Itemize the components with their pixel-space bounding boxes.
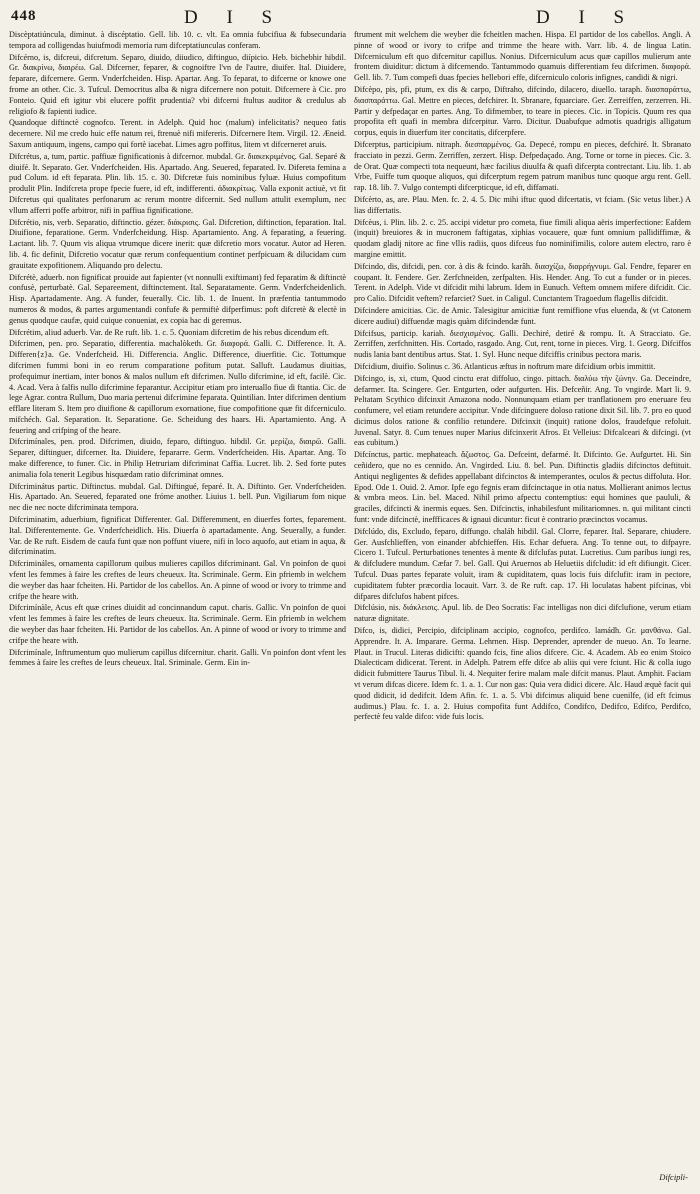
dictionary-entry: Difcrimen, pen. pro. Separatio, differentia. machalòketh. Gr. διαφορά. Galli. C. Difference. It. A. Differen{z}a. Ge. Vnderfcheid. Hi. Differencia. Anglic. Difference, diuerfitie. Cic. Tottumque difcrimen fummi boni in eo rerum comparatione pofitum putat. Salluft. Laudamus diuitias, profequimur inertiam, inter bonos & malos nullum eft difcrimen. Nullo difcrimine, id eft, facilè. Cic. 4. Acad. Vera à falfis nullo difcrimine feparantur. Accipitur etiam pro interuallo fiue di ftantia. Cic. de lege Agrar. contra Rullum, Duo maria pertenui difcrimine feparata. Quintilian. Inter difcrimen dentium efflare literam S. Item pro diuifione & capillorum exornatione, fiue compofitione quæ fit difcerniculo. mifchéch. Gal. Separation. It. Separatione. Ge. Scheidung des haars. Hi. Apartamiento. Ang. A feuering and crifping of the heare.: [9, 339, 346, 435]
dictionary-entry: Difcrétus, a, tum, partic. paffiuæ fignificationis à difcernor. mubdal. Gr. διακεκριμένος. Gal. Separé & diuifé. It. Separato. Ger. Vnderfcheiden. His. Apartado. Ang. Seuered, feparated. Iv. Difereta femina a pud Colum. id eft feparata. Plin. lib. 15. c. 30. Difcretæ fuis nominibus fyluæ. Huius compofitum produlit Plin. Indifcreta prope fpecie fuere, id eft, indifferenti. ἀδιακρίτως. Valla exponit actiuè, vt fit Difcretus qui qualitates perfonarum ac rerum montre difcernit. Sed nullum attulit exemplum, nec vllum afferri poffe arbitror, nifi in paffiua fignificatione.: [9, 151, 346, 215]
page-header: [9, 6, 691, 28]
text-columns: [9, 30, 691, 724]
right-column: [354, 30, 691, 724]
running-head-right: D I S: [536, 7, 637, 28]
dictionary-entry: Difcindo, dis, difcidi, pen. cor. à dis & fcindo. karâh. διασχίζω, διαρρήγνυμι. Gal. Fendre, feparer en coupant. It. Fendere. Ger. Zerfchneiden, zerfpalten. His. Hender. Ang. To cut a funder or in pieces. Terent. in Adelph. Vide vt difcidit mihi labrum. Idem in Eunuch. Veftem omnem mifere difcidit. Cic. pro Calio. Difcidit veftem? refarciet? Suet. in Caligul. Cunctantem Tragoedum flagellis difcidit.: [354, 261, 691, 304]
dictionary-entry: Difcriminátus partic. Diftinctus. mubdal. Gal. Diftingué, feparé. It. A. Diftinto. Ger. Vnderfcheiden. His. Apartado. An. Seuered, feparated one fróme another. Liuius 1. bell. Pun. Vigiliarum fom nique nec die nec nocte difcriminata tempora.: [9, 481, 346, 513]
page-number: 448: [11, 8, 37, 24]
dictionary-entry: Difcrimínàle, Acus eft quæ crines diuidit ad concinnandum caput. charis. Gallic. Vn poinfon de quoi vfent les femmes à faire les creftes de leurs cheueux. Ita. Scriminale. Germ. Ein pfriemb in welchem die weyber das haar fcheiten. Hi. Partidor de los cabellos. An. A pinne of wood or ivory to trimme and crifpe the heare with.: [9, 603, 346, 645]
dictionary-entry: Difcingo, is, xi, ctum, Quod cinctu erat diffoluo, cingo. pittach. διαλύω τὴν ζώνην. Ga. Deceindre, defarmer. Ita. Scingere. Ger. Entgurten, oder aufgurten. His. Defceñir. Ang. To vngirde. Mart li. 9. Peltatam Scythico difcinxit Amazona nodo. Nonnunquam etiam per tranflationem pro eneruare feu confumere, vel etiam retundere accipitur. Vnde difcinguere doloso ratione dixit Sil. lib. 7. pro eo quod dicimus dolos ratione & confilio retundere. Difcinxit (inquit) ratione dolos, fraudefque refoluit. Juvenal. Satyr. 8. Cum tenues nuper Marius difcinxerit Afros. Et Velleius: Difcalceari & difcingi. (vt eas cubitum.): [354, 373, 691, 448]
dictionary-entry: Difcínctus, partic. mephateach. ἄζωστος. Ga. Defceint, defarmé. It. Difcinto. Ge. Aufgurtet. Hi. Sin ceñidero, que no es cennido. An. Vngirded. Liu. 8. bel. Pun. Diftinctis gladiis difcinctos deftituit. Antiqui negligentes & defides appellabant difcinctos & intemperantes, oculos & pectus diffoluta. Hor. Epod. Ode 1. Ouid. 2. Amor. Ipfe ego fegnis eram difcinctaque in otia natus. Mollierant animos lectus & vmbra meos. Lin. bel. Maced. Nihil primo afpectu contemptius: equi homines que paululi, & graciles, difcincti & inermis eques. Sen. Difcinctis, inhabilesfunt militariomnes. n. qui militant cincti funt: vnde difcinctè, ineffficaces & ignaui dicuntur: ficut è contrario præcinctos vocamus.: [354, 450, 691, 525]
dictionary-entry: Difcrimináles, ornamenta capillorum quibus mulieres capillos difcriminant. Gal. Vn poinfon de quoi vfent les femmes à faire les creftes de leurs cheueux. Ita. Scriminale. Germ. Ein pfriemb in welchem die weyber das haar fcheiten. Hi. Partidor de los cabellos. An. A pinne of wood or ivory to trimme and crifpe the heare with.: [9, 559, 346, 601]
catchword: Difcipli-: [659, 1172, 688, 1182]
dictionary-entry: Difcifsus, particip. kariah. διεσχισμένος. Galli. Dechiré, detiré & rompu. It. A Stracciato. Ge. Zerriffen, zerfchnitten. His. Cortado, rasgado. Ang. Cut, rent, torne in pieces. Virg. 1. Georg. Difciffos nudis lania bant dentibus artus. Stat. 1. Syl. Hunc neque difciffis crinibus pectora maris.: [354, 328, 691, 360]
dictionary-entry: Difclúdo, dis, Excludo, feparo, diffungo. chaláh hibdil. Gal. Clorre, feparer. Ital. Separare, chiudere. Ger. Ausfchlieffen, von einander abfchieffen. His. Echar defuera. Ang. To tenne out, to difpayre. Cicero 1. Tufcul. Perturbationes tenentes à mente & difclufas putat. Lucretius. Cum paribus iungi res, & difcludere mundum. Cæfar 7. bel. Gall. Qui Aruernos ab Heluetiis difcludit: id eft difiungit. Cicer. Tufcul. Duas partes feparate voluit, iram & cupiditatem, quas locis fuis difclufit: iram in pectore, cupiditatem fubter præcordia locauit. Varr. 3. de Re ruft. cap. 17. Hi loculatas habent pifcinas, vbi difpares difclufos habent pifces.: [354, 526, 691, 601]
dictionary-entry: Discèptatiúncula, diminut. à discéptatio. Gell. lib. 10. c. vlt. Ea omnia fubcifiua & fubsecundaria tempora ad colligendas huiufmodi memoria rum difceptatiunculas conferam.: [9, 30, 346, 50]
dictionary-entry: Difco, is, didici, Percipio, difciplinam accipio, cognofco, perdifco. lamádh. Gr. μανθάνω. Gal. Apprendre. It. A. Imparare. Germa. Lehrnen. Hisp. Deprender, aprender de nueuo. An. To learne. Plaut. in Trucul. Literas didicifti: quando fcis, fine alios difcere. Cic. 4. Academ. Ab eo enim Stoico Dialecticam didicerat. Terent. in Adelph. Patrem effe difce ab aliis qui vere fciunt. Hic & colla iugo didicit fubmittere Taurus Tibul. li. 4. Nequiter ferire malam male difcit manus. Plaut. Amphit. Faciam vt verum difcas dicere. Idem fc. 1. a. 1. Cur non gas: Quia vera didici dicere. Alc. Haud æquè facit qui quod didicit, id dedifcit. Idem Afin. fc. 1. a. 5. Vbi difcimus aliquid bene cuenilfe, (id eft fcimus audimus.) Plau. fc. 1. a. 2. Huius compofita funt Addifco, Condifco, Dedifco, Edifco, Perdifco, perfectè feu valde difco: vide fuis locis.: [354, 626, 691, 722]
dictionary-entry: Difcèrto, as, are. Plau. Men. fc. 2. 4. 5. Dic mihi iftuc quod difcertatis, vt fciam. (Sic vetus liber.) A lias differtatis.: [354, 194, 691, 215]
dictionary-entry: Difcrétio, nis, verb. Separatio, diftinctio. gézer. διάκρισις. Gal. Difcretion, diftinction, feparation. Ital. Diuifione, feparatione. Germ. Vnderfcheidung. Hisp. Apartamiento. Ang. A feparating, a feuering. Lactant. lib. 7. Quum vis aliqua vtrumque dicere inerit: quæ difcretio mors vocatur. Autor ad Heren. lib. 4. fic definit, Difcretio vocatur quæ rerum confequentium continet perfpicuam & dilucidam cum grauitate expofitionem. Aliquando pro delectu.: [9, 217, 346, 270]
dictionary-entry: Difcrimínale, Inftrumentum quo mulierum capillus difcernitur. charit. Galli. Vn poinfon dont vfent les femmes à faire les creftes de leurs cheueux. Ital. Sriminale. Germ. Ein in-: [9, 647, 346, 668]
dictionary-entry: Difcrétè, aduerb. non fignificat prouide aut fapienter (vt nonnulli exiftimant) fed feparatim & diftinctè confusè, perturbatè. Gal. Separeement, diftinctement. Ital. Separatamente. Germ. Vnderfcheidenlich. Hisp. Apartadamente. Ang. A funder, feuerally. Cic. lib. 1. de Inuent. In præfentia tantummodo numeros & modos, & partes argumentandi confufe & permiftè difperfimus: poft difcretè & electè in genus quodque caufæ, quid cuique conueniat, ex copia hac di geremus.: [9, 272, 346, 325]
dictionary-entry: Quandoque diftinctè cognofco. Terent. in Adelph. Quid hoc (malum) infelicitatis? nequeo fatis decernere. Nil me credo huic effe natum rei, ftrenuè nifi mifereris. Difcernere Item. Virgil. 12. Æneid. Saxum antiquum, ingens, campo qui fortè iacebat. Limes agro poffitus, litem vt difcerneret aruis.: [9, 118, 346, 149]
dictionary-entry: Difcindere amicitias. Cic. de Amic. Talesigitur amicitiæ funt remiffione vfus eluenda, & (vt Catonem dicere audiui) diffuendæ magis quàm difcindendæ funt.: [354, 305, 691, 326]
dictionary-entry: Difcerptus, participium. nitraph. διεσπαρμένος. Ga. Depecé, rompu en pieces, defchiré. It. Sbranato fracciato in pezzi. Germ. Zerriffen, zerzert. Hisp. Defpedaçado. Ang. Torne or torne in pieces. Cic. 3. de Orat. Quæ compecti tota nequeunt, hæc facilius diuulfa & quafi difcerpta contrectant. Liu. lib. 1. ab Vrbe, Fuiffe tum quoque aliquos, qui difcerptum regem patrum manibus tunc quoque argu rent. Gell. rap. 18. lib. 7. Vulgo contempti difcerpticque, id eft, diffamati.: [354, 139, 691, 193]
dictionary-entry: Difcrétim, aliud aduerb. Var. de Re ruft. lib. 1. c. 5. Quoniam difcretim de his rebus dicendum eft.: [9, 327, 329, 337]
dictionary-entry: Difcérno, is, difcreui, difcretum. Separo, diuido, diiudico, diftinguo, diípicio. Heb. bichebhir hibdil. Gr. διακρίνω, διαιρέω. Gal. Difcerner, feparer, & cognoiftre l'vn de l'autre, diuifer. Ital. Diuidere, feparare, difcernere. Germ. Vnderfcheiden. Hisp. Apartar. Ang. To feparat, to difcerne or knowe one frome an other. Cic. 3. Tufcul. Democritus alba & nigra difcernere non potuit. Difcernere à Cic. pro Fonteio. Quid eft igitur vbi elucere poffit prudentia? vbi difcerni ftultus auditor & credulus ab religiofo & fapienti iudice.: [9, 52, 346, 116]
dictionary-entry: Difcèus, i. Plin. lib. 2. c. 25. accipi videtur pro cometa, fiue fimili aliqua aëris imperfectione: Eafdem (inquit) breuiores & in mucronem faftigatas, xiphias vocauere, quæ funt omnium pallidiffimæ, & quodam gladij nitore ac fine vllis radiis, quos difceus fuo nominifimilis, colore autem electro, raro è margine emittit.: [354, 217, 691, 259]
dictionary-entry: Difcidium, diuifio. Solinus c. 36. Atlanticus æftus in noftrum mare difcidium orbis immittit.: [354, 361, 656, 371]
dictionary-entry: Difcrimínales, pen. prod. Difcrimen, diuido, feparo, diftinguo. hibdil. Gr. μερίζω, διαιρῶ. Galli. Separer, diftinguer, difcerner. Ita. Diuidere, fepararre. Germ. Vnderfcheiden. His. Apartar. Ang. To make difference, to funer. Cic. in Philip Hetruriam difcriminat Caffia. Lucret. lib. 2. Sed forte putes animalia fola tenerit Legibus hisquædam ratio difcriminat omnes.: [9, 437, 346, 479]
left-column: [9, 30, 346, 670]
dictionary-entry: Difcriminatim, aduerbium, fignificat Differenter. Gal. Differemment, en diuerfes fortes, feparement. Ital. Differentemente. Ge. Vnderfcheidlich. His. Diuerfa ò apartadamente. Ang. Seuerally, a funder. Var. de Re ruft. Eisdem de caufa funt quæ non poffunt viuere, nifi in loco aquofo, aut etiam in aqua, & difcriminatim.: [9, 515, 346, 557]
dictionary-entry: ftrument mit welchem die weyber die fcheitlen machen. Hispa. El partidor de los cabellos. Angli. A pinne of wood or ivory to crifpe and trimme the heare with. Varr. lib. 4. de lingua Latin. Difcerniculum eft quo difcernitur capillus. Nonius. Difcerniculum acus quæ capillos mulierum ante frontem diuiditur: dictum à difcernendo. Tantummodo quamuis differentiam feu difcrimen. διαφορά. Gell. lib. 7. Tum compefi duas fpecies hellebori effe, difcerniculo coloris infignes, candidi & nigri.: [354, 30, 691, 83]
running-head-left: D I S: [184, 7, 285, 28]
dictionary-entry: Difclúsio, nis. διάκλεισις. Apul. lib. de Deo Socratis: Fac intelligas non dici difclufione, verum etiam naturæ dignitate.: [354, 603, 691, 624]
dictionary-entry: Difcèpo, pis, pfi, ptum, ex dis & carpo, Diftraho, difcindo, dilacero, diuello. taraph. διασπαράττω, διασπαράττω. Gal. Mettre en pieces, defchirer. It. Sbranare, fquarciare. Ger. Zerreiffen, zerzerren. Hi. Partir y defpedaçar en partes. Ang. To difmember, to teare in pieces. Cic. in Topicis. Quum res qua propofita eft quafi in membra difcerpitur. Varro. Dicitur. Duabufque admotis quadrigis alligatum corpus, equis in diuerfum iter concitatis, difcerpfere.: [354, 84, 691, 138]
